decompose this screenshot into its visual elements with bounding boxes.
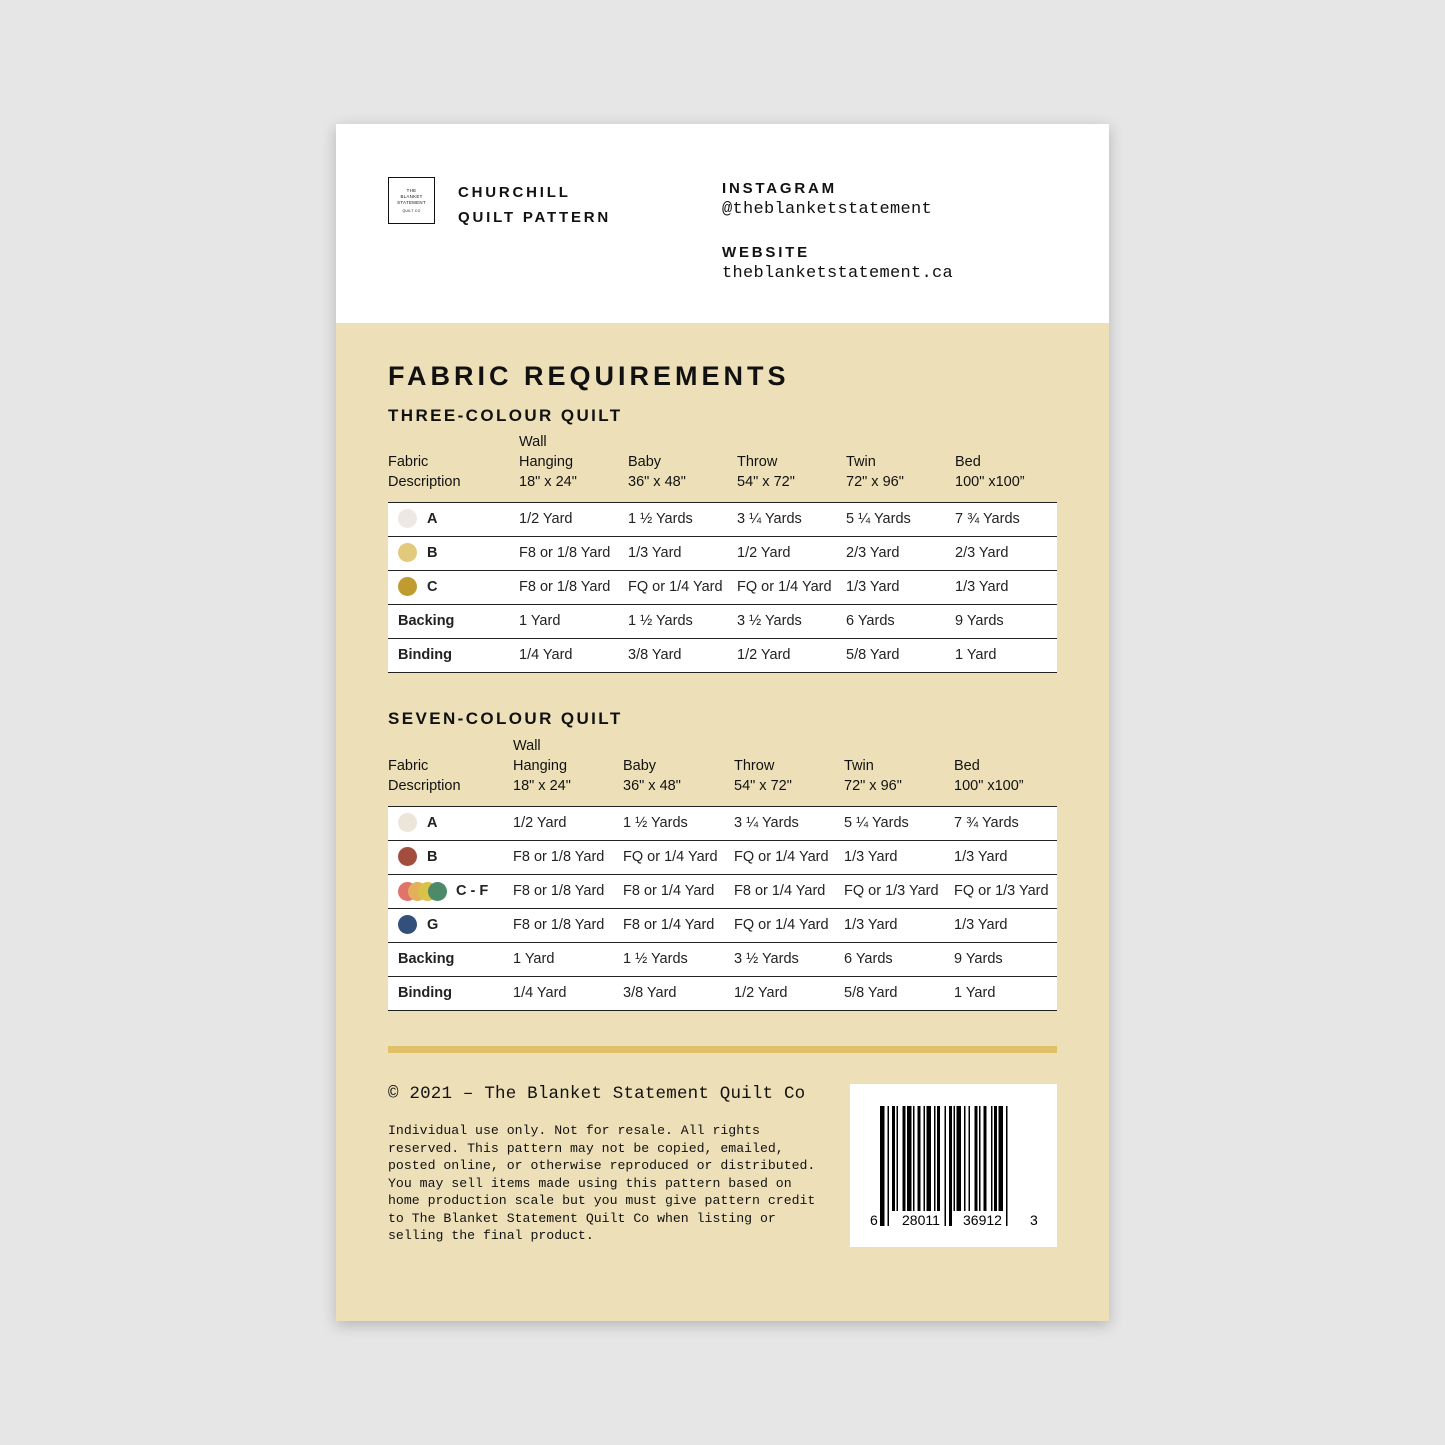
pattern-title-line1: CHURCHILL [458, 184, 571, 201]
logo-line: THE [406, 187, 417, 193]
barcode-bar [945, 1106, 947, 1226]
col-fabric: Fabric Description [388, 758, 461, 794]
fabric-label-cell [388, 977, 513, 1011]
table-row [388, 875, 1057, 909]
yardage-cell: 1 ½ Yards [623, 815, 688, 831]
table-row [388, 977, 1057, 1011]
website-label: WEBSITE [722, 244, 810, 261]
three-colour-title: THREE-COLOUR QUILT [388, 406, 623, 425]
yardage-cell: 3 ¼ Yards [737, 511, 802, 527]
yardage-cell: 6 Yards [846, 613, 895, 629]
barcode-digit-first: 6 [870, 1212, 878, 1228]
yardage-cell: FQ or 1/3 Yard [954, 883, 1049, 899]
yardage-cell: 2/3 Yard [846, 545, 900, 561]
three-colour-table [388, 432, 1057, 673]
barcode-bar [957, 1106, 962, 1211]
table-row [388, 841, 1057, 875]
fabric-label-cell [388, 909, 513, 943]
fabric-label: A [427, 510, 438, 527]
col-wall-hanging: Wall Hanging 18" x 24" [519, 434, 577, 490]
col-throw: Throw 54" x 72" [734, 758, 792, 794]
barcode-digits-right: 36912 [963, 1212, 1002, 1228]
yardage-cell: 1/3 Yard [954, 917, 1008, 933]
swatch-dot [398, 543, 417, 562]
yardage-cell: 1/4 Yard [513, 985, 567, 1001]
fabric-label: Binding [398, 984, 452, 1001]
yardage-cell: 3/8 Yard [623, 985, 677, 1001]
barcode-bar [888, 1106, 890, 1226]
legal-notice: Individual use only. Not for resale. All rights reserved. This pattern may not be copied, emailed, posted online, or otherwise reproduced or distributed. You may sell items made using this pattern based on home production scale but you must give pattern credit to The Blanket Statement Quilt Co when listing or selling the final product. [388, 1123, 816, 1243]
yardage-cell: 1/2 Yard [737, 545, 791, 561]
copyright-line: © 2021 – The Blanket Statement Quilt Co [388, 1084, 806, 1104]
yardage-cell: F8 or 1/8 Yard [513, 883, 605, 899]
barcode-bar [1006, 1106, 1008, 1226]
table-row [388, 909, 1057, 943]
yardage-cell: 1/3 Yard [846, 579, 900, 595]
pattern-back-cover [336, 124, 1109, 1321]
instagram-label: INSTAGRAM [722, 180, 837, 197]
col-twin: Twin 72" x 96" [844, 758, 902, 794]
yardage-cell: 1/3 Yard [955, 579, 1009, 595]
swatch-dot [398, 577, 417, 596]
fabric-label-cell [388, 943, 513, 977]
table-row [388, 537, 1057, 571]
barcode-bar [975, 1106, 978, 1211]
yardage-cell: 1/3 Yard [628, 545, 682, 561]
table-row [388, 503, 1057, 537]
barcode-bar [903, 1106, 906, 1211]
col-baby: Baby 36" x 48" [628, 454, 686, 490]
yardage-cell: 5/8 Yard [846, 647, 900, 663]
yardage-cell: 9 Yards [955, 613, 1004, 629]
swatch-dot [398, 813, 417, 832]
seven-colour-table [388, 736, 1057, 1011]
barcode-bar [927, 1106, 932, 1211]
col-bed: Bed 100" x100” [955, 454, 1025, 490]
barcode-bar [924, 1106, 926, 1211]
yardage-cell: 6 Yards [844, 951, 893, 967]
fabric-label: G [427, 916, 439, 933]
fabric-label: C - F [456, 883, 489, 899]
col-fabric: Fabric Description [388, 454, 461, 490]
barcode-bar [991, 1106, 993, 1211]
yardage-cell: F8 or 1/8 Yard [513, 917, 605, 933]
yardage-cell: 1/2 Yard [513, 815, 567, 831]
yardage-cell: 1/2 Yard [737, 647, 791, 663]
yardage-cell: 2/3 Yard [955, 545, 1009, 561]
table-row [388, 639, 1057, 673]
website-url: theblanketstatement.ca [722, 264, 954, 283]
yardage-cell: 1 ½ Yards [628, 613, 693, 629]
fabric-label: C [427, 578, 438, 595]
yardage-cell: F8 or 1/4 Yard [734, 883, 826, 899]
barcode-bar [918, 1106, 921, 1211]
barcode-bar [913, 1106, 915, 1211]
yardage-cell: 1 ½ Yards [628, 511, 693, 527]
barcode-digit-last: 3 [1030, 1212, 1038, 1228]
fabric-label-cell [388, 807, 513, 841]
col-throw: Throw 54" x 72" [737, 454, 795, 490]
fabric-label: Backing [398, 950, 455, 967]
yardage-cell: 1 Yard [513, 951, 555, 967]
yardage-cell: F8 or 1/4 Yard [623, 917, 715, 933]
swatch-dot [398, 915, 417, 934]
yardage-cell: 1 ½ Yards [623, 951, 688, 967]
col-twin: Twin 72" x 96" [846, 454, 904, 490]
fabric-label: A [427, 814, 438, 831]
logo-line: BLANKET [400, 193, 423, 199]
yardage-cell: FQ or 1/4 Yard [734, 849, 829, 865]
yardage-cell: 1/4 Yard [519, 647, 573, 663]
yardage-cell: FQ or 1/4 Yard [734, 917, 829, 933]
table-header-row [388, 736, 1057, 807]
swatch-dot [428, 882, 447, 901]
logo-sub: QUILT CO [402, 208, 421, 213]
seven-colour-title: SEVEN-COLOUR QUILT [388, 709, 623, 728]
fabric-label: B [427, 544, 438, 561]
yardage-cell: F8 or 1/4 Yard [623, 883, 715, 899]
barcode-bar [897, 1106, 899, 1211]
table-row [388, 943, 1057, 977]
logo-line: STATEMENT [397, 199, 426, 205]
barcode-bar [979, 1106, 981, 1211]
table-row [388, 605, 1057, 639]
yardage-cell: F8 or 1/8 Yard [519, 545, 611, 561]
contact-block [722, 179, 953, 285]
table-header-row [388, 432, 1057, 503]
barcode-bar [999, 1106, 1004, 1211]
barcode-bar [880, 1106, 885, 1226]
fabric-label-cell [388, 841, 513, 875]
yardage-cell: 1 Yard [954, 985, 996, 1001]
swatch-group [398, 881, 446, 902]
fabric-label: B [427, 848, 438, 865]
fabric-label-cell [388, 605, 519, 639]
barcode-bar [949, 1106, 952, 1226]
table-row [388, 807, 1057, 841]
fabric-label: Backing [398, 612, 455, 629]
yardage-cell: FQ or 1/3 Yard [844, 883, 939, 899]
yardage-cell: 9 Yards [954, 951, 1003, 967]
pattern-title-line2: QUILT PATTERN [458, 209, 612, 226]
yardage-cell: F8 or 1/8 Yard [513, 849, 605, 865]
yardage-cell: 7 ¾ Yards [954, 815, 1019, 831]
table-row [388, 571, 1057, 605]
fabric-label: Binding [398, 646, 452, 663]
swatch-dot [398, 847, 417, 866]
yardage-cell: 1 Yard [519, 613, 561, 629]
yardage-cell: F8 or 1/8 Yard [519, 579, 611, 595]
yardage-cell: 1 Yard [955, 647, 997, 663]
yardage-cell: FQ or 1/4 Yard [737, 579, 832, 595]
barcode-bar [994, 1106, 997, 1211]
yardage-cell: FQ or 1/4 Yard [623, 849, 718, 865]
yardage-cell: 5 ¼ Yards [846, 511, 911, 527]
yardage-cell: 3 ½ Yards [737, 613, 802, 629]
barcode-graphic [850, 1084, 1057, 1247]
header-panel [336, 124, 1109, 323]
fabric-label-cell [388, 503, 519, 537]
barcode-bar [907, 1106, 912, 1211]
barcode [850, 1084, 1057, 1247]
barcode-digits-left: 28011 [902, 1212, 940, 1228]
yardage-cell: FQ or 1/4 Yard [628, 579, 723, 595]
yardage-cell: 3/8 Yard [628, 647, 682, 663]
barcode-bar [892, 1106, 895, 1211]
col-baby: Baby 36" x 48" [623, 758, 681, 794]
yardage-cell: 1/3 Yard [844, 917, 898, 933]
yardage-cell: 5 ¼ Yards [844, 815, 909, 831]
col-bed: Bed 100" x100” [954, 758, 1024, 794]
yardage-cell: 3 ¼ Yards [734, 815, 799, 831]
pattern-title [458, 180, 611, 230]
fabric-label-cell [388, 639, 519, 673]
yardage-cell: 7 ¾ Yards [955, 511, 1020, 527]
yardage-cell: 1/2 Yard [734, 985, 788, 1001]
yardage-cell: 1/2 Yard [519, 511, 573, 527]
yardage-cell: 5/8 Yard [844, 985, 898, 1001]
barcode-bar [969, 1106, 971, 1211]
barcode-bar [937, 1106, 940, 1211]
barcode-bar [954, 1106, 956, 1211]
col-wall-hanging: Wall Hanging 18" x 24" [513, 738, 571, 794]
barcode-bar [964, 1106, 966, 1211]
swatch-dot [398, 509, 417, 528]
fabric-label-cell [388, 571, 519, 605]
fabric-label-cell [388, 537, 519, 571]
divider-bar [388, 1046, 1057, 1053]
instagram-handle: @theblanketstatement [722, 200, 933, 219]
yardage-cell: 1/3 Yard [844, 849, 898, 865]
fabric-label-cell [388, 875, 513, 909]
brand-logo [388, 177, 435, 224]
yardage-cell: 1/3 Yard [954, 849, 1008, 865]
yardage-cell: 3 ½ Yards [734, 951, 799, 967]
barcode-bar [934, 1106, 936, 1211]
barcode-bar [984, 1106, 987, 1211]
section-title: FABRIC REQUIREMENTS [388, 361, 790, 391]
